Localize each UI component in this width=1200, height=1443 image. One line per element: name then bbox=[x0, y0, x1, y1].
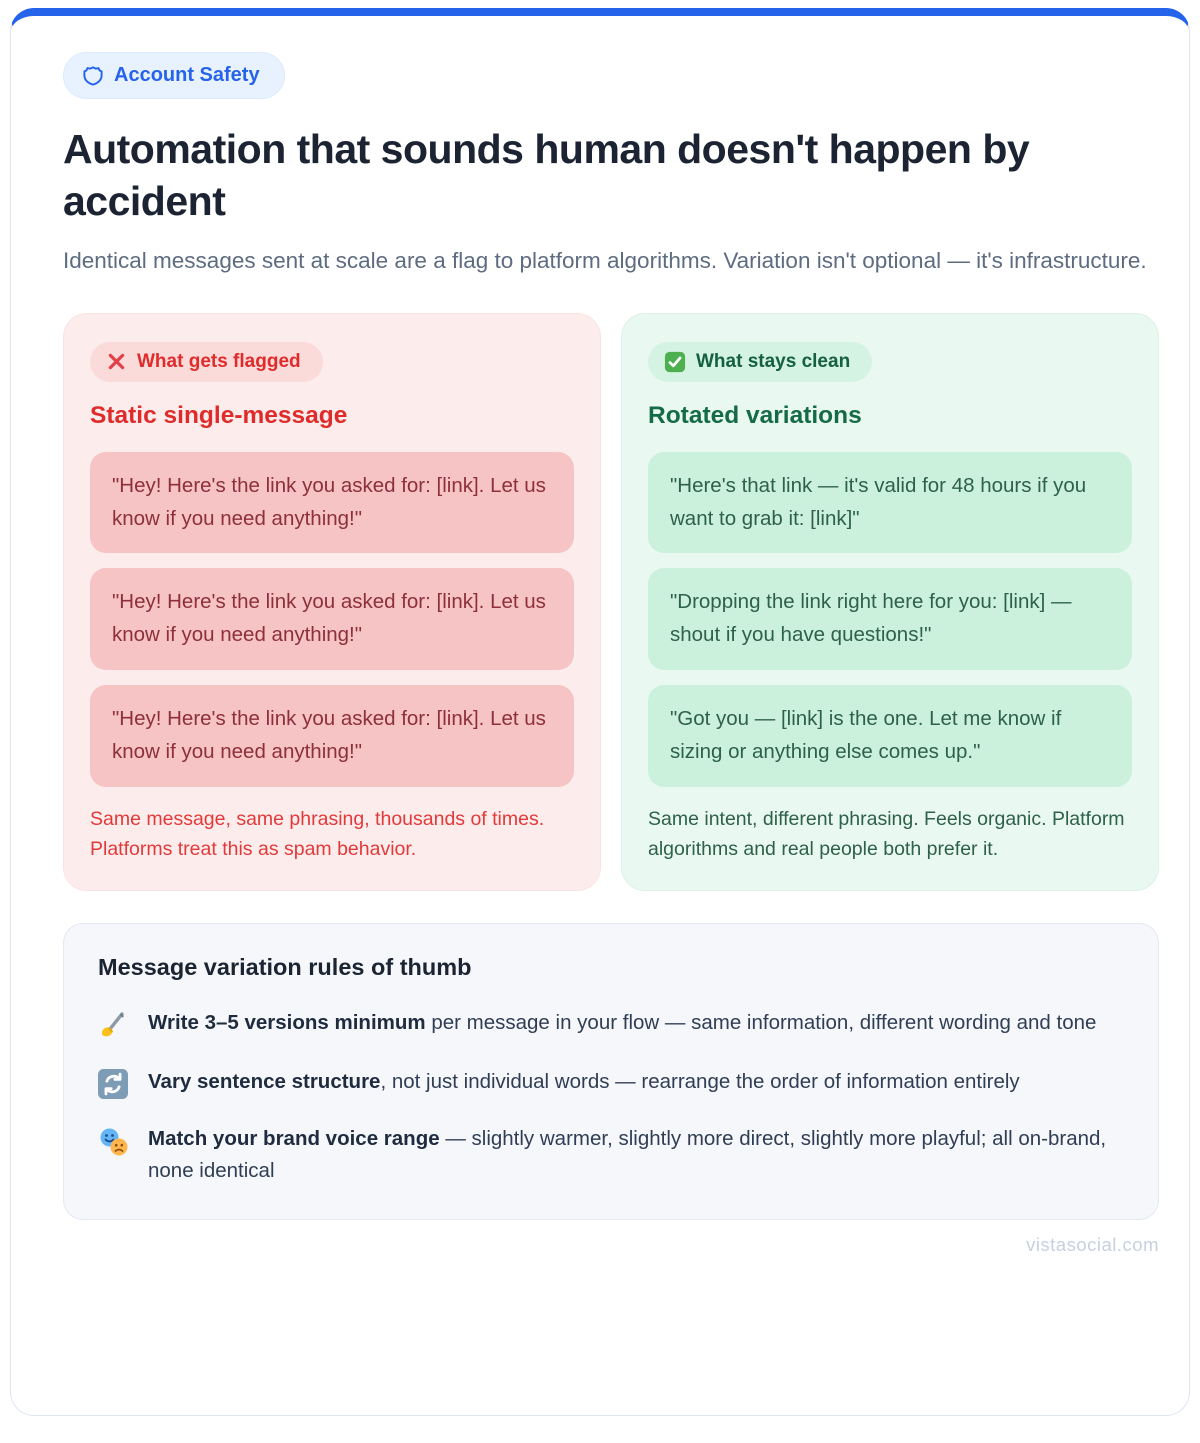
rule-lead: Write 3–5 versions minimum bbox=[148, 1011, 426, 1035]
x-mark-icon bbox=[106, 351, 127, 372]
flagged-heading: Static single-message bbox=[90, 401, 348, 429]
clean-note: Same intent, different phrasing. Feels organic. Platform algorithms and real people both prefer it. bbox=[648, 807, 1125, 860]
flagged-badge-label: What gets flagged bbox=[137, 350, 301, 372]
rule-rest: per message in your flow — same information, different wording and tone bbox=[425, 1011, 1097, 1035]
rule-rest: — slightly warmer, slightly more direct, slightly more playful; all on-brand, none identical bbox=[148, 1127, 1107, 1182]
clean-message-bubble: "Here's that link — it's valid for 48 hours if you want to grab it: [link]" bbox=[648, 452, 1132, 554]
account-safety-label: Account Safety bbox=[114, 64, 260, 86]
rule-lead: Match your brand voice range bbox=[148, 1127, 440, 1151]
clean-badge bbox=[648, 342, 872, 382]
writing-hand-icon bbox=[98, 1010, 130, 1042]
rule-item bbox=[98, 1066, 1124, 1099]
rule-lead: Vary sentence structure bbox=[148, 1070, 381, 1094]
clean-panel bbox=[621, 313, 1159, 891]
rule-text bbox=[148, 1007, 1096, 1039]
rule-text bbox=[148, 1066, 1020, 1098]
flagged-badge bbox=[90, 342, 323, 382]
site-watermark: vistasocial.com bbox=[1026, 1233, 1159, 1255]
page-subtitle: Identical messages sent at scale are a flag to platform algorithms. Variation isn't optional — it's infrastructure. bbox=[63, 247, 1147, 273]
theater-masks-icon bbox=[98, 1126, 130, 1158]
comparison-columns bbox=[63, 313, 1159, 891]
rules-heading: Message variation rules of thumb bbox=[98, 954, 472, 981]
rule-item bbox=[98, 1007, 1124, 1042]
rule-rest: , not just individual words — rearrange the order of information entirely bbox=[380, 1070, 1020, 1094]
clean-message-bubble: "Dropping the link right here for you: [link] — shout if you have questions!" bbox=[648, 568, 1132, 670]
flagged-message-bubble: "Hey! Here's the link you asked for: [link]. Let us know if you need anything!" bbox=[90, 568, 574, 670]
flagged-panel bbox=[63, 313, 601, 891]
clean-heading: Rotated variations bbox=[648, 401, 862, 429]
clean-badge-label: What stays clean bbox=[696, 350, 851, 372]
rule-item bbox=[98, 1123, 1124, 1187]
flagged-note: Same message, same phrasing, thousands of times. Platforms treat this as spam behavior. bbox=[90, 807, 545, 860]
infographic-card bbox=[10, 8, 1190, 1416]
clean-message-bubble: "Got you — [link] is the one. Let me know if sizing or anything else comes up." bbox=[648, 685, 1132, 787]
account-safety-badge bbox=[63, 52, 285, 99]
rules-panel bbox=[63, 923, 1159, 1220]
flagged-message-bubble: "Hey! Here's the link you asked for: [link]. Let us know if you need anything!" bbox=[90, 685, 574, 787]
cycle-arrows-icon bbox=[98, 1069, 130, 1099]
shield-icon bbox=[82, 65, 104, 87]
flagged-message-bubble: "Hey! Here's the link you asked for: [link]. Let us know if you need anything!" bbox=[90, 452, 574, 554]
check-mark-icon bbox=[664, 351, 686, 373]
page-title: Automation that sounds human doesn't happen by accident bbox=[63, 126, 1030, 225]
rule-text bbox=[148, 1123, 1108, 1187]
